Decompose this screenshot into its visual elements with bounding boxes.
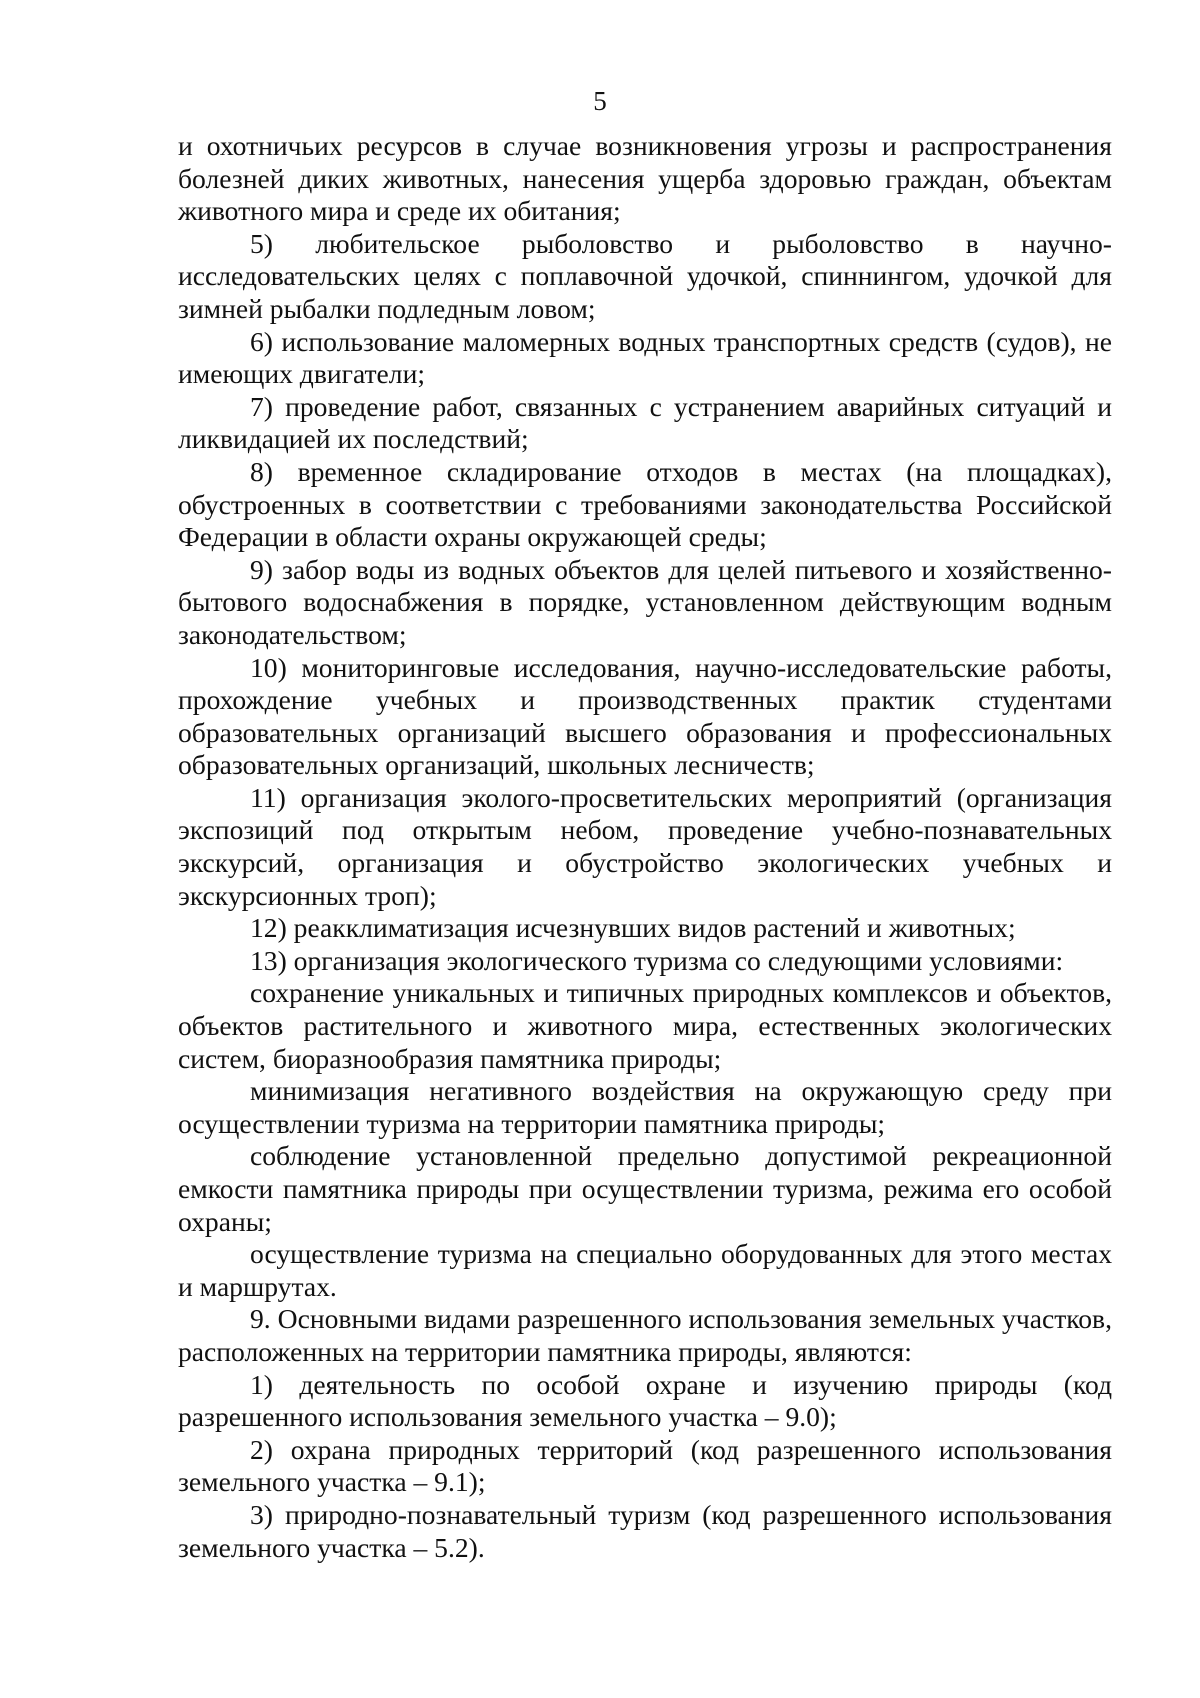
paragraph-condition-minimization: минимизация негативного воздействия на окружающую среду при осуществлении туризма на территории памятника природы; [178,1075,1112,1139]
paragraph-condition-preservation: сохранение уникальных и типичных природных комплексов и объектов, объектов растительного и животного мира, естественных экологических систем, биоразнообразия памятника природы; [178,977,1112,1074]
document-body [178,130,1112,1564]
paragraph-item-10: 10) мониторинговые исследования, научно-исследовательские работы, прохождение учебных и производственных практик студентами образовательных организаций высшего образования и профессиональных образовательных организаций, школьных лесничеств; [178,651,1112,781]
paragraph-condition-capacity: соблюдение установленной предельно допустимой рекреационной емкости памятника природы при осуществлении туризма, режима его особой охраны; [178,1140,1112,1237]
paragraph-land-use-3: 3) природно-познавательный туризм (код разрешенного использования земельного участка – 5.2). [178,1498,1112,1563]
paragraph-section-9: 9. Основными видами разрешенного использования земельных участков, расположенных на территории памятника природы, являются: [178,1303,1112,1367]
paragraph-land-use-2: 2) охрана природных территорий (код разрешенного использования земельного участка – 9.1); [178,1433,1112,1498]
paragraph-item-5: 5) любительское рыболовство и рыболовство в научно-исследовательских целях с поплавочной удочкой, спиннингом, удочкой для зимней рыбалки подледным ловом; [178,227,1112,324]
page-number: 5 [593,86,607,116]
paragraph-condition-routes: осуществление туризма на специально оборудованных для этого местах и маршрутах. [178,1238,1112,1302]
paragraph-item-12: 12) реакклиматизация исчезнувших видов растений и животных; [250,912,1016,944]
paragraph-item-8: 8) временное складирование отходов в местах (на площадках), обустроенных в соответствии с требованиями законодательства Российской Федерации в области охраны окружающей среды; [178,455,1112,553]
paragraph-item-9: 9) забор воды из водных объектов для целей питьевого и хозяйственно-бытового водоснабжения в порядке, установленном действующим водным законодательством; [178,553,1112,650]
paragraph-item-6: 6) использование маломерных водных транспортных средств (судов), не имеющих двигатели; [178,325,1112,390]
paragraph-continuation: и охотничьих ресурсов в случае возникновения угрозы и распространения болезней диких животных, нанесения ущерба здоровью граждан, объектам животного мира и среде их обитания; [178,130,1112,227]
paragraph-land-use-1: 1) деятельность по особой охране и изучению природы (код разрешенного использования земельного участка – 9.0); [178,1368,1112,1433]
paragraph-item-11: 11) организация эколого-просветительских мероприятий (организация экспозиций под открытым небом, проведение учебно-познавательных экскурсий, организация и обустройство экологических учебных и экскурсионных троп); [178,781,1112,911]
paragraph-item-13: 13) организация экологического туризма со следующими условиями: [250,944,1064,976]
paragraph-item-7: 7) проведение работ, связанных с устранением аварийных ситуаций и ликвидацией их последствий; [178,390,1112,455]
